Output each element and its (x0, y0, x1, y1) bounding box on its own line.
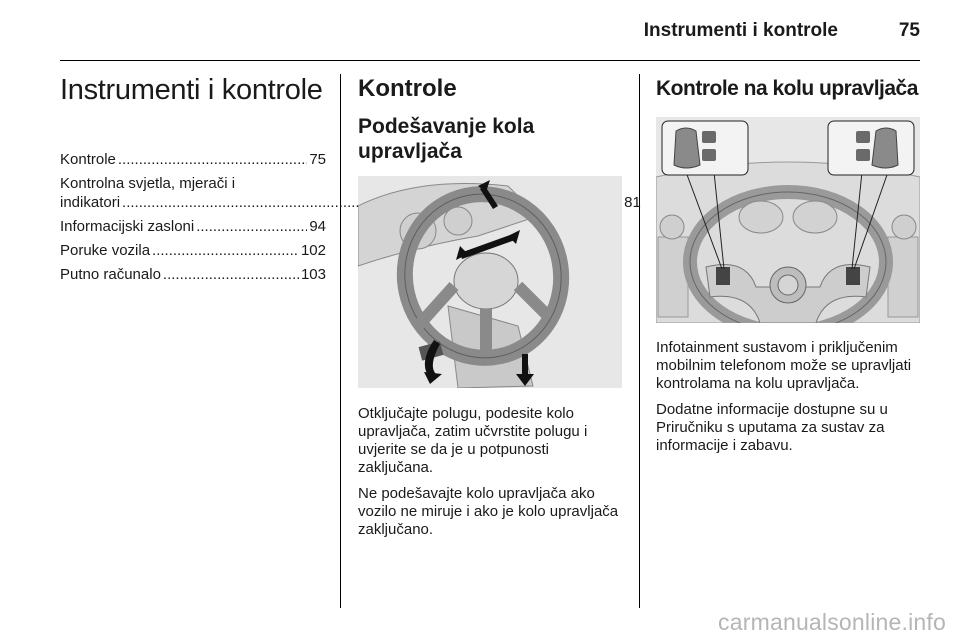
subsection-title: Podešavanje kola upravljača (358, 115, 535, 163)
toc-entry-label: Informacijski zasloni (60, 218, 195, 235)
kontrole-column (358, 72, 622, 547)
toc-leader (118, 150, 307, 169)
toc-entry-label: indikatori (60, 194, 121, 211)
steering-controls-body (656, 339, 920, 455)
toc-entry[interactable] (60, 174, 641, 212)
running-header (60, 16, 920, 56)
body-paragraph: Otključajte polugu, podesite kolo upravljača, zatim učvrstite polugu i uvjerite se da je u potpunosti zaključana. (358, 405, 588, 476)
toc-entry-page: 94 (309, 218, 326, 235)
section-title: Kontrole (358, 75, 457, 102)
toc-leader (163, 265, 299, 284)
kontrole-body (358, 405, 622, 539)
toc-entry[interactable] (60, 265, 326, 284)
page-number: 75 (898, 20, 920, 41)
watermark: carmanualsonline.info (718, 609, 946, 635)
toc-entry-page: 102 (300, 242, 326, 259)
body-paragraph: Ne podešavajte kolo upravljača ako vozilo ne miruje i ako je kolo upravljača zaključano. (358, 485, 619, 538)
toc-leader (152, 241, 299, 260)
toc-entry-label: Poruke vozila (60, 242, 151, 259)
steering-wheel-controls-illustration (656, 117, 920, 323)
body-paragraph: Dodatne informacije dostupne su u Priručniku s uputama za sustav za informacije i zabavu. (656, 401, 888, 454)
toc-entry[interactable] (60, 150, 326, 169)
steering-wheel-controls-figure (656, 117, 920, 323)
column-divider (340, 74, 341, 608)
body-paragraph: Infotainment sustavom i priključenim mobilnim telefonom može se upravljati kontrolama na kolu upravljača. (656, 339, 912, 392)
toc-entry[interactable] (60, 217, 326, 236)
toc-entry[interactable] (60, 241, 326, 260)
header-rule (60, 60, 920, 61)
toc-entry-label: Kontrolna svjetla, mjerači i (60, 175, 236, 192)
chapter-title: Instrumenti i kontrole (60, 74, 323, 106)
running-title: Instrumenti i kontrole (643, 20, 838, 41)
steering-controls-column (656, 72, 920, 463)
toc-leader (196, 217, 307, 236)
toc-entry-page: 81 (624, 194, 641, 211)
chapter-toc (60, 150, 641, 284)
toc-entry-label: Kontrole (60, 151, 116, 168)
steering-adjust-illustration (358, 176, 622, 388)
toc-entry-page: 75 (309, 151, 326, 168)
steering-adjust-figure (358, 176, 622, 388)
toc-entry-label: Putno računalo (60, 266, 161, 283)
column-divider (639, 74, 640, 608)
toc-entry-page: 103 (300, 266, 326, 283)
section-title: Kontrole na kolu upravljača (656, 77, 918, 100)
